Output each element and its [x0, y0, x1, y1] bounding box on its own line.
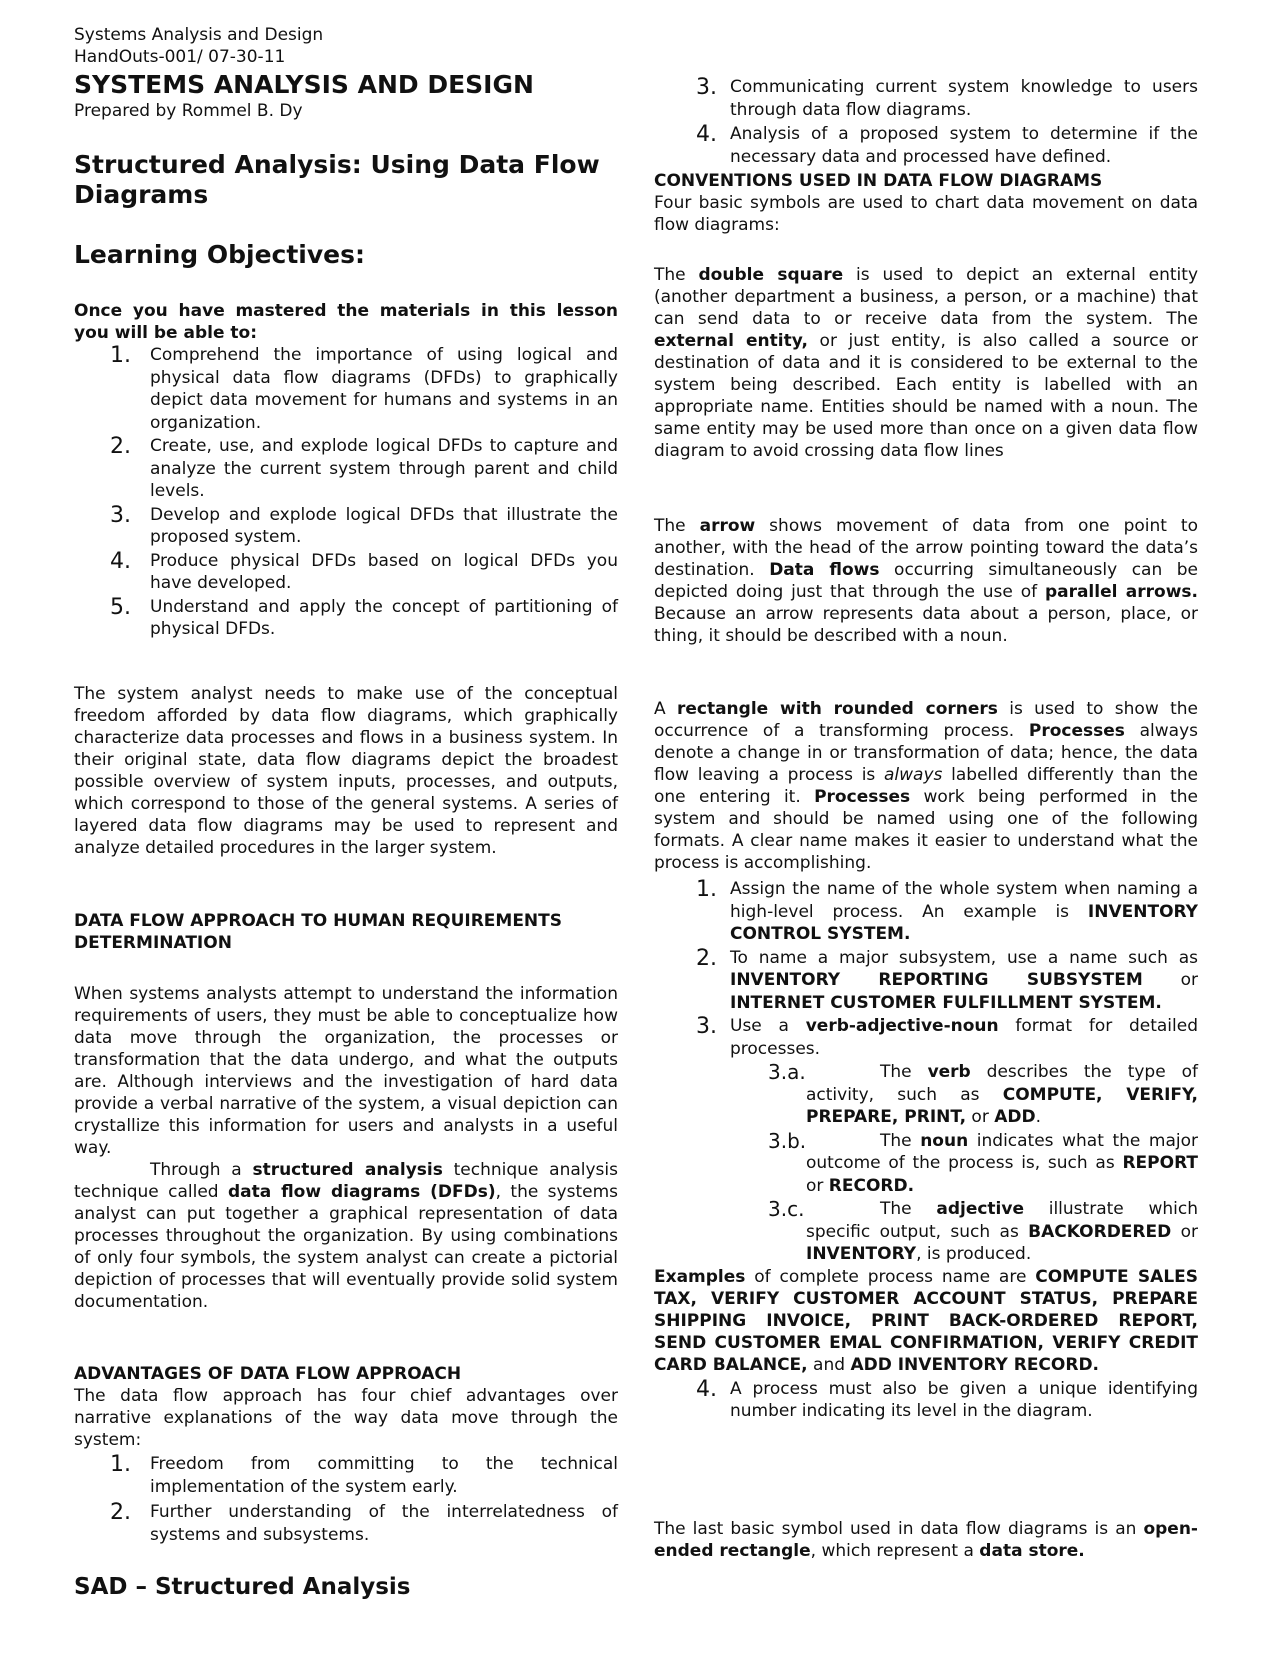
objectives-list [74, 344, 618, 641]
list-text: Further understanding of the interrelatedness of systems and subsystems. [150, 1502, 618, 1545]
list-text: Communicating current system knowledge to users through data flow diagrams. [730, 77, 1198, 120]
list-item: 1. Assign the name of the whole system when naming a high-level process. An example is INVENTORY CONTROL SYSTEM. [696, 877, 1198, 944]
list-item [74, 435, 618, 503]
list-number: 3. [110, 502, 131, 528]
list-number: 4. [110, 548, 131, 574]
list-number: 3. [696, 75, 717, 100]
list-item: 4. A process must also be given a unique identifying number indicating its level in the diagram. [696, 1376, 1198, 1421]
list-item [74, 344, 618, 434]
list-number: 3. [696, 1014, 717, 1039]
advantages-list-b [654, 76, 1198, 168]
list-number: 3.c. [768, 1197, 805, 1221]
list-item [74, 1453, 618, 1498]
handout-number: HandOuts-001/ 07-30-11 [74, 47, 286, 67]
examples-paragraph: Examples of complete process name are COMPUTE SALES TAX, VERIFY CUSTOMER ACCOUNT STATUS, PREPARE SHIPPING INVOICE, PRINT BACK-ORDERED REPORT, SEND CUSTOMER EMAL CONFIRMATION, VERIFY CREDIT CARD BALANCE, and ADD INVENTORY RECORD. [654, 1266, 1199, 1375]
list-number: 2. [110, 434, 131, 459]
sub-list-item: 3.a. The verb describes the type of activity, such as COMPUTE, VERIFY, PREPARE, PRINT, or ADD. [768, 1060, 1198, 1127]
list-number: 4. [696, 122, 717, 147]
list-item [654, 123, 1198, 168]
page-footer: SAD – Structured Analysis [74, 1574, 411, 1600]
approach-paragraph-1: When systems analysts attempt to understand the information requirements of users, they must be able to conceptualize how data move through the organization, the processes or transformation that the data undergo, and what the outputs are. Although interviews and the investigation of hard data provide a verbal narrative of the system, a visual depiction can crystallize this information for users and analysts in a useful way. [74, 984, 618, 1158]
advantages-intro: The data flow approach has four chief advantages over narrative explanations of the way data move through the system: [74, 1386, 618, 1450]
list-item: 2. To name a major subsystem, use a name such as INVENTORY REPORTING SUBSYSTEM or INTERNET CUSTOMER FULFILLMENT SYSTEM. [696, 945, 1198, 1013]
list-number: 4. [696, 1376, 717, 1402]
list-number: 1. [110, 1452, 131, 1477]
list-number: 2. [110, 1500, 131, 1525]
course-name: Systems Analysis and Design [74, 25, 324, 45]
objectives-intro: Once you have mastered the materials in this lesson you will be able to: [74, 301, 618, 343]
objectives-heading: Learning Objectives: [74, 240, 365, 269]
arrow-paragraph: The arrow shows movement of data from one point to another, with the head of the arrow pointing toward the data’s destination. Data flows occurring simultaneously can be depicted doing just that through the use of parallel arrows. Because an arrow represents data about a person, place, or thing, it should be described with a noun. [654, 516, 1199, 646]
sub-list-item: 3.b. The noun indicates what the major outcome of the process is, such as REPORT or RECORD. [768, 1128, 1199, 1196]
approach-heading: DATA FLOW APPROACH TO HUMAN REQUIREMENTS DETERMINATION [74, 911, 563, 953]
approach-paragraph-2: Through a structured analysis technique analysis technique called data flow diagrams (DFDs), the systems analyst can put together a graphical representation of data processes throughout the organization. By using combinations of only four symbols, the system analyst can create a pictorial depiction of processes that will eventually provide solid system documentation. [74, 1160, 619, 1312]
conventions-heading: CONVENTIONS USED IN DATA FLOW DIAGRAMS [654, 171, 1103, 191]
list-item [74, 1501, 618, 1546]
lesson-title: Structured Analysis: Using Data Flow Diagrams [74, 150, 600, 209]
conventions-intro: Four basic symbols are used to chart data movement on data flow diagrams: [654, 193, 1198, 235]
list-item [74, 596, 618, 641]
list-text: Create, use, and explode logical DFDs to capture and analyze the current system through parent and child levels. [150, 436, 618, 501]
list-item [654, 76, 1198, 121]
list-text: Produce physical DFDs based on logical DFDs you have developed. [150, 550, 618, 593]
list-text: Analysis of a proposed system to determine if the necessary data and processed have defined. [730, 124, 1198, 167]
list-text: Understand and apply the concept of partitioning of physical DFDs. [150, 596, 618, 639]
list-item [74, 550, 618, 595]
sub-list-item: 3.c. The adjective illustrate which specific output, such as BACKORDERED or INVENTORY, is produced. [768, 1197, 1198, 1264]
advantages-heading: ADVANTAGES OF DATA FLOW APPROACH [74, 1364, 462, 1384]
list-number: 3.b. [768, 1128, 807, 1153]
entity-paragraph: The double square is used to depict an external entity (another department a business, a person, or a machine) that can send data to or receive data from the system. The external entity, or just entity, is also called a source or destination of data and it is considered to be external to the system being described. Each entity is labelled with an appropriate name. Entities should be named with a noun. The same entity may be used more than once on a given data flow diagram to avoid crossing data flow lines [654, 265, 1199, 461]
advantages-list-a [74, 1453, 618, 1546]
list-number: 1. [696, 877, 717, 902]
document-title: SYSTEMS ANALYSIS AND DESIGN [74, 70, 534, 99]
list-number: 2. [696, 945, 717, 971]
list-number: 3.a. [768, 1060, 806, 1084]
list-text: Comprehend the importance of using logical and physical data flow diagrams (DFDs) to graphically depict data movement for humans and systems in an organization. [150, 345, 618, 433]
list-item: 3. Use a verb-adjective-noun format for detailed processes. [696, 1014, 1199, 1059]
data-store-paragraph: The last basic symbol used in data flow diagrams is an open-ended rectangle, which represent a data store. [654, 1519, 1198, 1561]
intro-paragraph: The system analyst needs to make use of the conceptual freedom afforded by data flow diagrams, which graphically characterize data processes and flows in a business system. In their original state, data flow diagrams depict the broadest possible overview of system inputs, processes, and outputs, which correspond to those of the general systems. A series of layered data flow diagrams may be used to represent and analyze detailed procedures in the larger system. [74, 684, 618, 858]
list-text: Freedom from committing to the technical implementation of the system early. [150, 1454, 618, 1497]
list-item [74, 504, 618, 549]
list-text: Develop and explode logical DFDs that illustrate the proposed system. [150, 504, 618, 547]
list-number: 1. [110, 343, 131, 368]
list-number: 5. [110, 594, 131, 620]
prepared-by: Prepared by Rommel B. Dy [74, 101, 303, 121]
naming-list [654, 878, 1198, 1423]
process-paragraph: A rectangle with rounded corners is used to show the occurrence of a transforming process. Processes always denote a change in or transformation of data; hence, the data flow leaving a process is always labelled differently than the one entering it. Processes work being performed in the system and should be named using one of the following formats. A clear name makes it easier to understand what the process is accomplishing. [654, 699, 1199, 873]
